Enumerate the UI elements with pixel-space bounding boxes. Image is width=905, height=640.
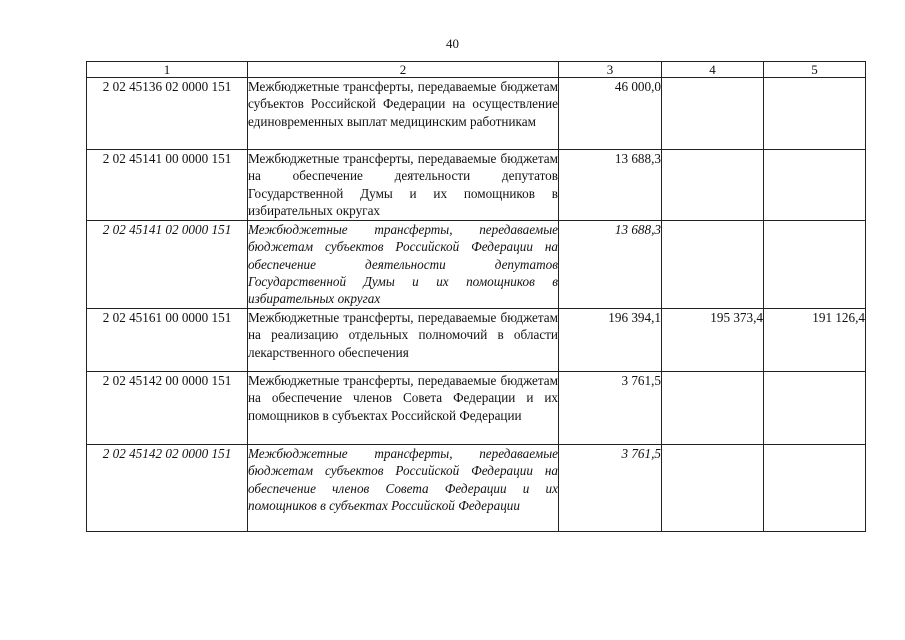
page-number: 40 — [446, 36, 459, 51]
header-col-1: 1 — [87, 62, 248, 78]
budget-table — [86, 61, 866, 532]
table-row — [87, 78, 866, 150]
description-cell: Межбюджетные трансферты, передаваемые бюджетам на реализацию отдельных полномочий в области лекарственного обеспечения — [248, 309, 559, 372]
amount-col4-cell — [662, 372, 764, 445]
description-cell: Межбюджетные трансферты, передаваемые бюджетам на обеспечение членов Совета Федерации и их помощников в субъектах Российской Федерации — [248, 372, 559, 445]
amount-col3-cell: 3 761,5 — [559, 372, 662, 445]
table-row — [87, 221, 866, 309]
amount-col3-cell: 13 688,3 — [559, 150, 662, 221]
budget-code-cell: 2 02 45141 00 0000 151 — [87, 150, 248, 221]
description-cell: Межбюджетные трансферты, передаваемые бюджетам субъектов Российской Федерации на осуществление единовременных выплат медицинским работникам — [248, 78, 559, 150]
table-row — [87, 445, 866, 532]
amount-col5-cell: 191 126,4 — [764, 309, 866, 372]
budget-code-cell: 2 02 45161 00 0000 151 — [87, 309, 248, 372]
budget-code-cell: 2 02 45142 02 0000 151 — [87, 445, 248, 532]
table-row — [87, 150, 866, 221]
header-col-5: 5 — [764, 62, 866, 78]
budget-code-cell: 2 02 45136 02 0000 151 — [87, 78, 248, 150]
description-cell: Межбюджетные трансферты, передаваемые бюджетам субъектов Российской Федерации на обеспечение деятельности депутатов Государственной Думы и их помощников в избирательных округах — [248, 221, 559, 309]
header-col-3: 3 — [559, 62, 662, 78]
table-row — [87, 309, 866, 372]
budget-code-cell: 2 02 45141 02 0000 151 — [87, 221, 248, 309]
amount-col4-cell: 195 373,4 — [662, 309, 764, 372]
amount-col5-cell — [764, 372, 866, 445]
table-header-row — [87, 62, 866, 78]
amount-col4-cell — [662, 445, 764, 532]
amount-col4-cell — [662, 221, 764, 309]
amount-col3-cell: 13 688,3 — [559, 221, 662, 309]
amount-col3-cell: 3 761,5 — [559, 445, 662, 532]
amount-col3-cell: 46 000,0 — [559, 78, 662, 150]
amount-col5-cell — [764, 78, 866, 150]
amount-col5-cell — [764, 221, 866, 309]
amount-col4-cell — [662, 78, 764, 150]
header-col-4: 4 — [662, 62, 764, 78]
description-cell: Межбюджетные трансферты, передаваемые бюджетам на обеспечение деятельности депутатов Государственной Думы и их помощников в избирательных округах — [248, 150, 559, 221]
amount-col4-cell — [662, 150, 764, 221]
budget-code-cell: 2 02 45142 00 0000 151 — [87, 372, 248, 445]
amount-col5-cell — [764, 445, 866, 532]
amount-col3-cell: 196 394,1 — [559, 309, 662, 372]
amount-col5-cell — [764, 150, 866, 221]
table-row — [87, 372, 866, 445]
description-cell: Межбюджетные трансферты, передаваемые бюджетам субъектов Российской Федерации на обеспечение членов Совета Федерации и их помощников в субъектах Российской Федерации — [248, 445, 559, 532]
header-col-2: 2 — [248, 62, 559, 78]
